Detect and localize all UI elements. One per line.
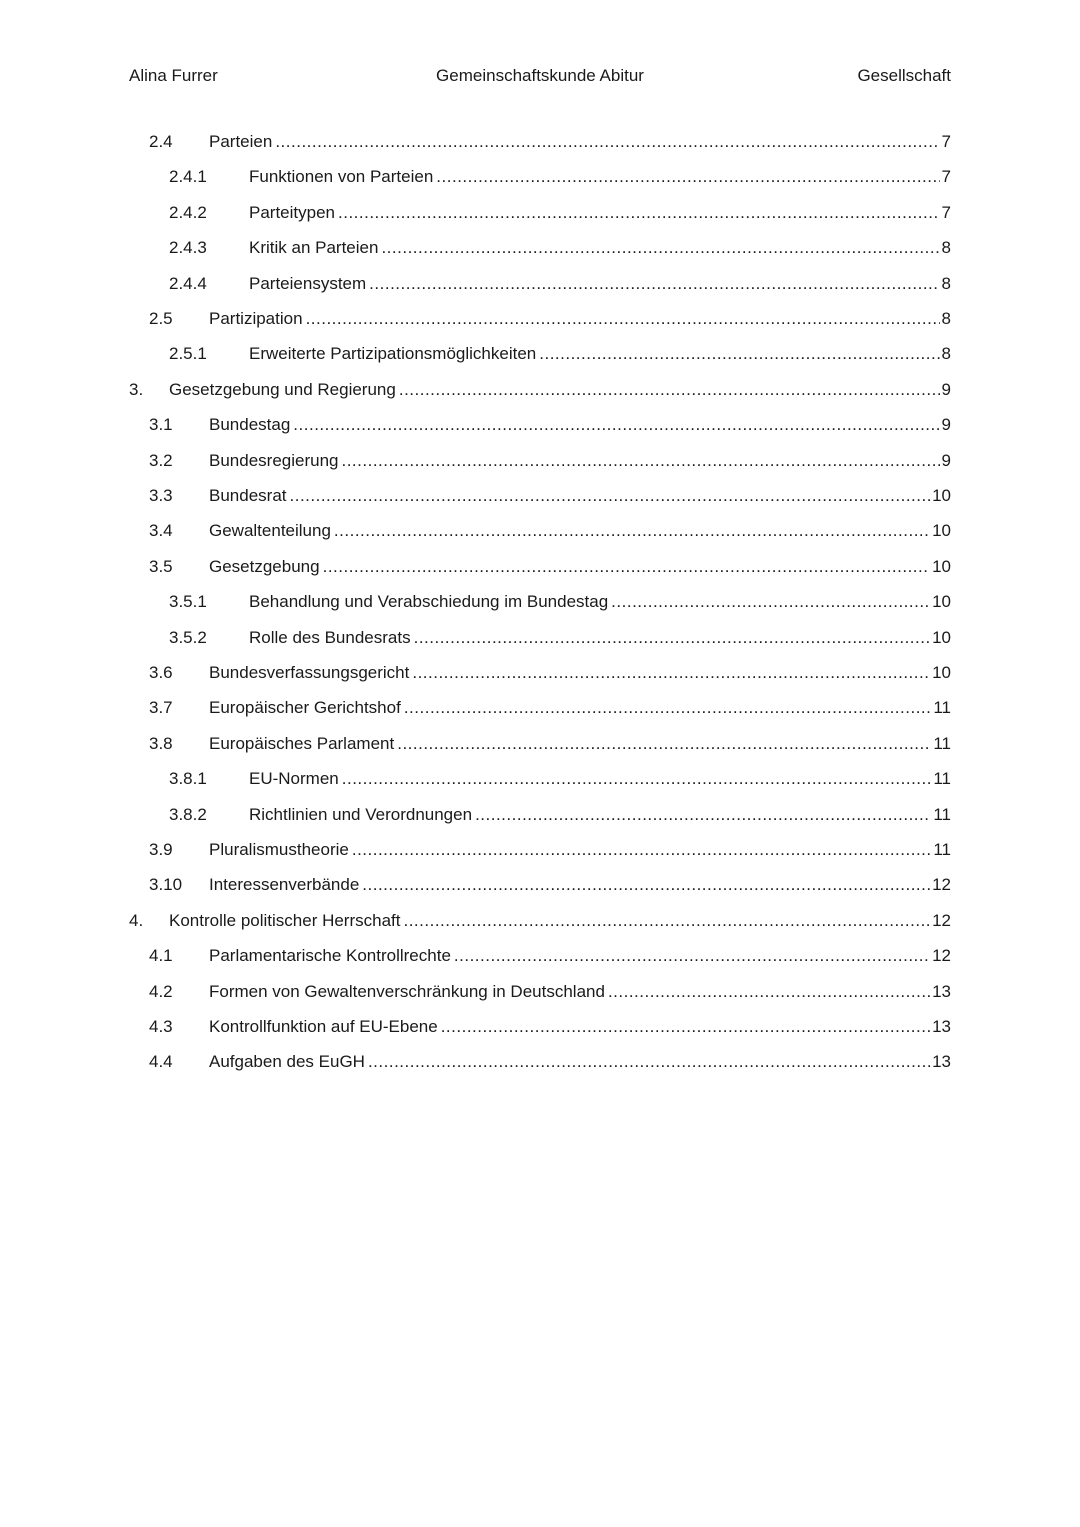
toc-entry-page: 10 <box>932 627 951 647</box>
toc-entry-number: 3.6 <box>149 663 173 682</box>
toc-entry-title: Bundestag <box>209 415 291 435</box>
toc-entry-page: 11 <box>933 840 951 859</box>
toc-entry-page: 10 <box>932 663 951 682</box>
toc-entry-title: Behandlung und Verabschiedung im Bundestag <box>249 592 609 612</box>
toc-entry[interactable] <box>149 838 951 862</box>
toc-leader-dots <box>436 165 939 189</box>
toc-leader-dots <box>341 449 939 473</box>
toc-entry[interactable] <box>149 449 951 473</box>
toc-entry[interactable] <box>149 307 951 331</box>
toc-entry-number: 3.1 <box>149 415 173 435</box>
toc-entry[interactable] <box>149 484 951 508</box>
toc-entry-title: Interessenverbände <box>209 875 360 895</box>
toc-leader-dots <box>290 484 931 508</box>
toc-entry-number: 4.4 <box>149 1052 173 1072</box>
toc-entry-number: 3.10 <box>149 875 183 895</box>
toc-entry-number: 4.2 <box>149 981 173 1001</box>
toc-entry-title: Parteitypen <box>249 202 335 222</box>
toc-entry-page: 8 <box>941 344 951 364</box>
toc-entry-page: 7 <box>941 202 951 222</box>
toc-leader-dots <box>403 909 930 933</box>
toc-entry-number: 2.4.1 <box>169 167 207 187</box>
page-header <box>129 66 951 90</box>
toc-entry[interactable] <box>169 626 951 650</box>
toc-entry[interactable] <box>169 767 951 791</box>
toc-leader-dots <box>338 201 940 225</box>
toc-entry[interactable] <box>169 803 951 827</box>
toc-leader-dots <box>275 130 939 154</box>
toc-entry-number: 3.9 <box>149 840 173 859</box>
toc-entry-page: 8 <box>941 309 951 328</box>
toc-entry-title: Gesetzgebung <box>209 556 320 576</box>
toc-entry-number: 2.4 <box>149 132 173 151</box>
toc-leader-dots <box>539 342 939 366</box>
toc-entry[interactable] <box>129 909 951 933</box>
toc-leader-dots <box>608 980 930 1004</box>
toc-entry-page: 10 <box>932 486 951 505</box>
toc-entry-title: Pluralismustheorie <box>209 840 349 859</box>
toc-entry-page: 7 <box>941 167 951 187</box>
toc-entry-title: Partizipation <box>209 309 303 328</box>
toc-leader-dots <box>412 661 930 685</box>
toc-entry-number: 2.4.2 <box>169 202 207 222</box>
toc-leader-dots <box>368 1050 930 1074</box>
toc-entry-title: Gesetzgebung und Regierung <box>169 379 396 399</box>
toc-entry-title: Kontrolle politischer Herrschaft <box>169 910 401 930</box>
toc-entry-number: 4.3 <box>149 1017 173 1036</box>
toc-entry-title: Richtlinien und Verordnungen <box>249 804 473 824</box>
toc-entry-title: Bundesverfassungsgericht <box>209 663 410 682</box>
toc-entry-number: 4.1 <box>149 946 173 966</box>
toc-entry-page: 11 <box>933 804 951 824</box>
toc-entry[interactable] <box>149 555 951 579</box>
toc-entry[interactable] <box>149 519 951 543</box>
toc-entry-title: Aufgaben des EuGH <box>209 1052 365 1072</box>
toc-entry[interactable] <box>149 1050 951 1074</box>
toc-entry-number: 4. <box>129 910 144 930</box>
toc-entry[interactable] <box>149 980 951 1004</box>
toc-leader-dots <box>414 626 930 650</box>
toc-leader-dots <box>342 767 932 791</box>
toc-entry-title: Europäischer Gerichtshof <box>209 698 401 718</box>
toc-entry-page: 13 <box>932 1017 951 1036</box>
toc-entry[interactable] <box>149 661 951 685</box>
toc-entry-number: 3.5 <box>149 556 173 576</box>
toc-entry[interactable] <box>169 590 951 614</box>
toc-entry-number: 3.4 <box>149 521 173 541</box>
toc-entry-number: 3.5.2 <box>169 627 207 647</box>
toc-entry-page: 7 <box>941 132 951 151</box>
toc-leader-dots <box>334 519 930 543</box>
toc-leader-dots <box>362 873 930 897</box>
toc-entry-title: Gewaltenteilung <box>209 521 331 541</box>
toc-entry-title: Erweiterte Partizipationsmöglichkeiten <box>249 344 537 364</box>
toc-leader-dots <box>454 944 930 968</box>
toc-entry-page: 11 <box>933 733 951 753</box>
toc-entry-page: 12 <box>932 946 951 966</box>
toc-leader-dots <box>441 1015 930 1039</box>
toc-leader-dots <box>475 803 931 827</box>
toc-entry-page: 11 <box>933 769 951 789</box>
toc-entry-title: Parteien <box>209 132 273 151</box>
toc-entry[interactable] <box>169 342 951 366</box>
toc-leader-dots <box>293 413 939 437</box>
toc-entry-number: 2.4.4 <box>169 273 207 293</box>
toc-entry-number: 2.5.1 <box>169 344 207 364</box>
toc-entry-number: 3. <box>129 379 144 399</box>
toc-entry-title: Bundesrat <box>209 486 287 505</box>
toc-entry-number: 3.8.1 <box>169 769 207 789</box>
toc-leader-dots <box>369 272 939 296</box>
toc-entry[interactable] <box>149 732 951 756</box>
toc-entry-page: 13 <box>932 981 951 1001</box>
toc-entry-page: 10 <box>932 556 951 576</box>
toc-entry-page: 8 <box>941 238 951 258</box>
toc-entry-number: 3.8 <box>149 733 173 753</box>
toc-entry[interactable] <box>169 272 951 296</box>
toc-entry-number: 3.3 <box>149 486 173 505</box>
toc-leader-dots <box>404 696 932 720</box>
toc-entry-number: 2.4.3 <box>169 238 207 258</box>
toc-entry-page: 11 <box>933 698 951 718</box>
toc-entry-title: Funktionen von Parteien <box>249 167 434 187</box>
toc-entry-number: 2.5 <box>149 309 173 328</box>
header-author: Alina Furrer <box>129 66 218 85</box>
toc-entry[interactable] <box>149 696 951 720</box>
toc-entry-page: 9 <box>941 415 951 435</box>
toc-entry-page: 10 <box>932 521 951 541</box>
toc-entry[interactable] <box>149 1015 951 1039</box>
toc-leader-dots <box>611 590 930 614</box>
toc-entry-title: Bundesregierung <box>209 450 339 470</box>
toc-entry-title: Europäisches Parlament <box>209 733 395 753</box>
toc-entry[interactable] <box>169 201 951 225</box>
toc-entry-title: Kritik an Parteien <box>249 238 379 258</box>
toc-entry-title: Parteiensystem <box>249 273 367 293</box>
toc-entry-title: EU-Normen <box>249 769 339 789</box>
toc-entry-page: 12 <box>932 875 951 895</box>
header-subject: Gesellschaft <box>857 66 951 85</box>
toc-entry-title: Kontrollfunktion auf EU-Ebene <box>209 1017 438 1036</box>
toc-entry-title: Parlamentarische Kontrollrechte <box>209 946 451 966</box>
toc-leader-dots <box>323 555 930 579</box>
toc-leader-dots <box>381 236 939 260</box>
toc-leader-dots <box>306 307 940 331</box>
toc-leader-dots <box>397 732 931 756</box>
toc-entry[interactable] <box>169 165 951 189</box>
toc-entry-page: 9 <box>941 379 951 399</box>
toc-entry-number: 3.8.2 <box>169 804 207 824</box>
toc-entry[interactable] <box>129 378 951 402</box>
toc-entry-title: Formen von Gewaltenverschränkung in Deutschland <box>209 981 605 1001</box>
toc-entry-page: 9 <box>941 450 951 470</box>
header-title: Gemeinschaftskunde Abitur <box>436 66 644 85</box>
toc-entry-number: 3.5.1 <box>169 592 207 612</box>
toc-entry[interactable] <box>169 236 951 260</box>
toc-entry-page: 13 <box>932 1052 951 1072</box>
toc-entry-page: 12 <box>932 910 951 930</box>
toc-leader-dots <box>399 378 940 402</box>
toc-entry-page: 10 <box>932 592 951 612</box>
toc-entry[interactable] <box>149 873 951 897</box>
toc-entry-number: 3.2 <box>149 450 173 470</box>
toc-entry-number: 3.7 <box>149 698 173 718</box>
toc-leader-dots <box>352 838 932 862</box>
toc-entry[interactable] <box>149 944 951 968</box>
toc-entry-page: 8 <box>941 273 951 293</box>
toc-entry[interactable] <box>149 130 951 154</box>
toc-entry-title: Rolle des Bundesrats <box>249 627 411 647</box>
toc-entry[interactable] <box>149 413 951 437</box>
